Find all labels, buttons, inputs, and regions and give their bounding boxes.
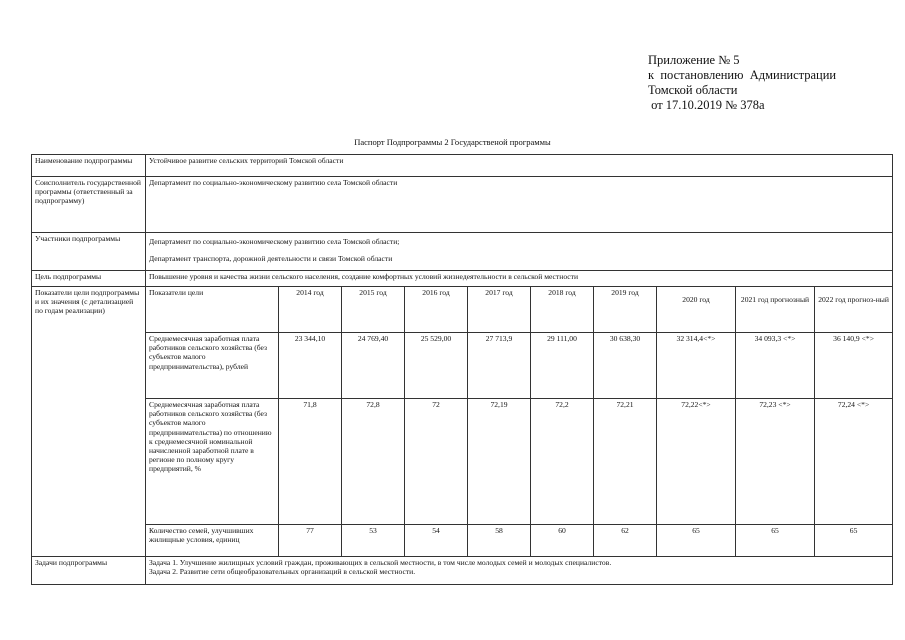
indicator-value: 72,2 (531, 399, 594, 525)
task-2: Задача 2. Развитие сети общеобразовательных организаций в сельской местности. (149, 567, 416, 577)
row-value: Повышение уровня и качества жизни сельского населения, создание комфортных условий жизнедеятельности в сельской местности (146, 271, 893, 287)
indicator-name: Количество семей, улучшивших жилищные условия, единиц (146, 525, 279, 557)
indicator-value: 77 (279, 525, 342, 557)
indicator-value: 71,8 (279, 399, 342, 525)
passport-table (31, 154, 893, 585)
year-header: 2020 год (657, 287, 736, 333)
year-header: 2017 год (468, 287, 531, 333)
indicator-row (32, 333, 893, 399)
indicator-value: 60 (531, 525, 594, 557)
year-header: 2018 год (531, 287, 594, 333)
indicator-value: 29 111,00 (531, 333, 594, 399)
indicator-value: 53 (342, 525, 405, 557)
table-row (32, 271, 893, 287)
indicator-value: 72 (405, 399, 468, 525)
appendix-line: от 17.10.2019 № 378а (648, 98, 765, 112)
indicator-value: 30 638,30 (594, 333, 657, 399)
appendix-line: к постановлению Администрации (648, 68, 837, 82)
row-label: Цель подпрограммы (32, 271, 146, 287)
appendix-line: Томской области (648, 83, 738, 97)
year-header: 2021 год прогнозный (736, 287, 815, 333)
row-label: Соисполнитель государственной программы (ответственный за подпрограмму) (32, 177, 146, 233)
indicator-value: 72,19 (468, 399, 531, 525)
indicator-value: 58 (468, 525, 531, 557)
indicator-value: 65 (657, 525, 736, 557)
indicator-name: Среднемесячная заработная плата работников сельского хозяйства (без субъектов малого предпринимательства), рублей (146, 333, 279, 399)
row-label: Показатели цели подпрограммы и их значения (с детализацией по годам реализации) (32, 287, 146, 557)
table-row (32, 155, 893, 177)
indicator-value: 72,23 <*> (736, 399, 815, 525)
indicator-value: 24 769,40 (342, 333, 405, 399)
row-value (146, 233, 893, 271)
table-row (32, 557, 893, 585)
indicator-value: 72,24 <*> (815, 399, 893, 525)
indicator-value: 72,8 (342, 399, 405, 525)
indicator-value: 65 (815, 525, 893, 557)
document-title: Паспорт Подпрограммы 2 Государственой программы (354, 137, 551, 147)
year-header: 2014 год (279, 287, 342, 333)
participant-1: Департамент по социально-экономическому развитию села Томской области; (149, 237, 400, 246)
table-row (32, 233, 893, 271)
indicator-value: 23 344,10 (279, 333, 342, 399)
participant-2: Департамент транспорта, дорожной деятельности и связи Томской области (149, 254, 393, 264)
indicator-value: 34 093,3 <*> (736, 333, 815, 399)
indicator-row (32, 525, 893, 557)
year-header: 2019 год (594, 287, 657, 333)
year-header: 2022 год прогноз-ный (815, 287, 893, 333)
row-value: Устойчивое развитие сельских территорий Томской области (146, 155, 893, 177)
row-value: Департамент по социально-экономическому развитию села Томской области (146, 177, 893, 233)
row-label: Наименование подпрограммы (32, 155, 146, 177)
table-row (32, 177, 893, 233)
task-1: Задача 1. Улучшение жилищных условий граждан, проживающих в сельской местности, в том числе молодых семей и молодых специалистов. (149, 558, 612, 567)
year-header: 2016 год (405, 287, 468, 333)
indicator-row (32, 399, 893, 525)
indicator-value: 72,22<*> (657, 399, 736, 525)
row-label: Участники подпрограммы (32, 233, 146, 271)
appendix-block (648, 53, 836, 113)
indicator-value: 32 314,4<*> (657, 333, 736, 399)
indicator-value: 62 (594, 525, 657, 557)
year-header: 2015 год (342, 287, 405, 333)
indicators-header-row (32, 287, 893, 333)
indicator-value: 65 (736, 525, 815, 557)
indicator-value: 36 140,9 <*> (815, 333, 893, 399)
indicator-value: 25 529,00 (405, 333, 468, 399)
row-value (146, 557, 893, 585)
indicators-header: Показатели цели (146, 287, 279, 333)
indicator-name: Среднемесячная заработная плата работников сельского хозяйства (без субъектов малого предпринимательства) по отношению к среднемесячной номинальной начисленной заработной плате в регионе по полному кругу предприятий, % (146, 399, 279, 525)
indicator-value: 27 713,9 (468, 333, 531, 399)
indicator-value: 72,21 (594, 399, 657, 525)
indicator-value: 54 (405, 525, 468, 557)
row-label: Задачи подпрограммы (32, 557, 146, 585)
appendix-line: Приложение № 5 (648, 53, 740, 67)
